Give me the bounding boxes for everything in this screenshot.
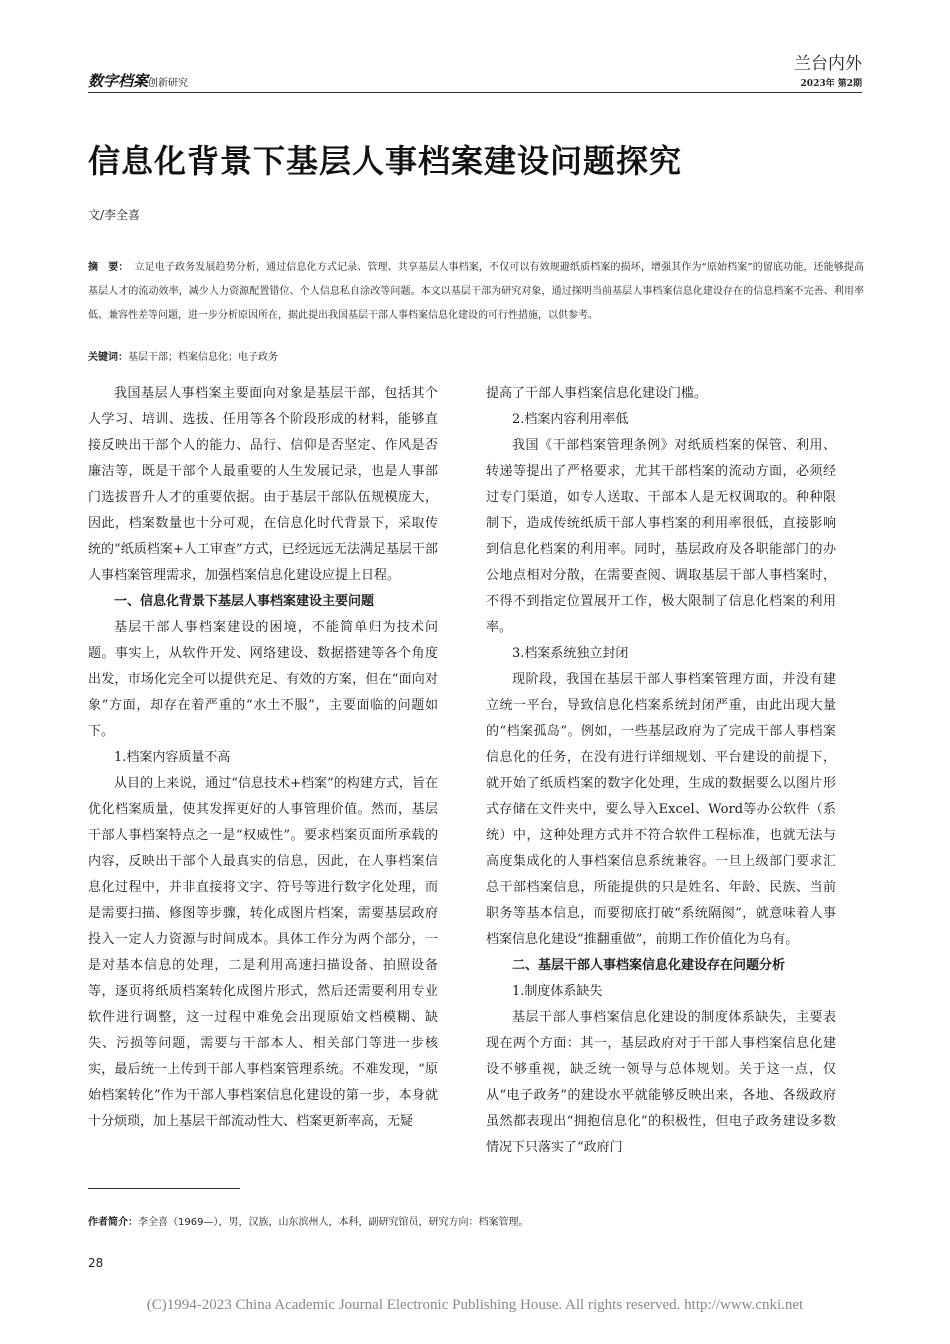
- keywords: [88, 348, 864, 368]
- keywords-label: 关键词：: [88, 352, 128, 363]
- subsection-heading: 1.制度体系缺失: [512, 984, 603, 999]
- journal-subtitle: 创新研究: [148, 78, 189, 89]
- paragraph: 提高了干部人事档案信息化建设门槛。: [486, 386, 708, 401]
- page-number: 28: [88, 1256, 104, 1270]
- paragraph: 从目的上来说，通过“信息技术+档案”的构建方式，旨在优化档案质量，使其发挥更好的人事管理价值。然而，基层干部人事档案特点之一是“权威性”。要求档案页面所承载的内容，反映出干部个人最真实的信息，因此，在人事档案信息化过程中，并非直接将文字、符号等进行数字化处理，而是需要扫描、修图等步骤，转化成图片档案，需要基层政府投入一定人力资源与时间成本。具体工作分为两个部分，一是对基本信息的处理，二是利用高速扫描设备、拍照设备等，逐页将纸质档案转化成图片形式，然后还需要利用专业软件进行调整，这一过程中难免会出现原始文档模糊、缺失、污损等问题，需要与干部本人、相关部门等进一步核实，最后统一上传到干部人事档案管理系统。不难发现，“原始档案转化”作为干部人事档案信息化建设的第一步，本身就十分烦琐，加上基层干部流动性大、档案更新率高，无疑: [88, 776, 438, 1129]
- paragraph: 现阶段，我国在基层干部人事档案管理方面，并没有建立统一平台，导致信息化档案系统封闭严重，由此出现大量的“档案孤岛”。例如，一些基层政府为了完成干部人事档案信息化的任务，在没有进行详细规划、平台建设的前提下，就开始了纸质档案的数字化处理，生成的数据要么以图片形式存储在文件夹中，要么导入Excel、Word等办公软件（系统）中，这种处理方式并不符合软件工程标准，也就无法与高度集成化的人事档案信息系统兼容。一旦上级部门要求汇总干部档案信息，所能提供的只是姓名、年龄、民族、当前职务等基本信息，而要彻底打破“系统隔阂”，就意味着人事档案信息化建设“推翻重做”，前期工作价值化为乌有。: [486, 672, 836, 947]
- copyright-watermark: (C)1994-2023 China Academic Journal Electronic Publishing House. All rights reserved. http://www.cnki.net: [146, 1297, 804, 1313]
- article-author: 文/李全喜: [88, 208, 141, 222]
- body-column-right: [486, 381, 836, 1161]
- abstract-label: 摘 要：: [88, 262, 129, 273]
- subsection-heading: 1.档案内容质量不高: [114, 750, 231, 765]
- author-note-text: 李全喜（1969—），男，汉族，山东滨州人，本科，副研究馆员，研究方向：档案管理。: [138, 1217, 529, 1228]
- article-title: 信息化背景下基层人事档案建设问题探究: [88, 142, 683, 180]
- section-heading: 二、基层干部人事档案信息化建设存在问题分析: [512, 958, 786, 973]
- paragraph: 我国基层人事档案主要面向对象是基层干部，包括其个人学习、培训、选拔、任用等各个阶段形成的材料，能够直接反映出干部个人的能力、品行、信仰是否坚定、作风是否廉洁等，既是干部个人最重要的人生发展记录，也是人事部门选拔晋升人才的重要依据。由于基层干部队伍规模庞大，因此，档案数量也十分可观，在信息化时代背景下，采取传统的“纸质档案+人工审查”方式，已经远远无法满足基层干部人事档案管理需求，加强档案信息化建设应提上日程。: [88, 386, 438, 583]
- subsection-heading: 2.档案内容利用率低: [512, 412, 629, 427]
- abstract: [88, 256, 864, 328]
- author-note: [88, 1213, 528, 1228]
- issue-number: 2023年 第2期: [800, 79, 862, 89]
- footnote-divider: [88, 1188, 240, 1189]
- paragraph: 基层干部人事档案建设的困境，不能简单归为技术问题。事实上，从软件开发、网络建设、数据搭建等各个角度出发，市场化完全可以提供充足、有效的方案，但在“面向对象”方面，却存在着严重的“水土不服”，主要面临的问题如下。: [88, 620, 438, 739]
- abstract-text: 立足电子政务发展趋势分析，通过信息化方式记录、管理、共享基层人事档案，不仅可以有效规避纸质档案的损坏，增强其作为“原始档案”的留底功能，还能够提高基层人才的流动效率，减少人力资源配置错位、个人信息私自涂改等问题。本文以基层干部为研究对象，通过探明当前基层人事档案信息化建设存在的信息档案不完善、利用率低、兼容性差等问题，进一步分析原因所在，据此提出我国基层干部人事档案信息化建设的可行性措施，以供参考。: [88, 262, 864, 321]
- column-name: 兰台内外: [794, 54, 862, 74]
- section-heading: 一、信息化背景下基层人事档案建设主要问题: [114, 594, 375, 609]
- body-column-left: [88, 381, 438, 1135]
- paragraph: 基层干部人事档案信息化建设的制度体系缺失，主要表现在两个方面：其一，基层政府对于干部人事档案信息化建设不够重视，缺乏统一领导与总体规划。关于这一点，仅从“电子政务”的建设水平就能够反映出来，各地、各级政府虽然都表现出“拥抱信息化”的积极性，但电子政务建设多数情况下只落实了“政府门: [486, 1010, 836, 1155]
- journal-brand: 数字档案: [88, 72, 149, 90]
- header-divider: [88, 92, 862, 93]
- subsection-heading: 3.档案系统独立封闭: [512, 646, 629, 661]
- author-note-label: 作者简介：: [88, 1217, 138, 1228]
- keywords-text: 基层干部；档案信息化；电子政务: [128, 352, 278, 363]
- journal-logo: [88, 70, 188, 91]
- paragraph: 我国《干部档案管理条例》对纸质档案的保管、利用、转递等提出了严格要求，尤其干部档案的流动方面，必须经过专门渠道，如专人送取、干部本人是无权调取的。种种限制下，造成传统纸质干部人事档案的利用率很低，直接影响到信息化档案的利用率。同时，基层政府及各职能部门的办公地点相对分散，在需要查阅、调取基层干部人事档案时，不得不到指定位置展开工作，极大限制了信息化档案的利用率。: [486, 438, 836, 635]
